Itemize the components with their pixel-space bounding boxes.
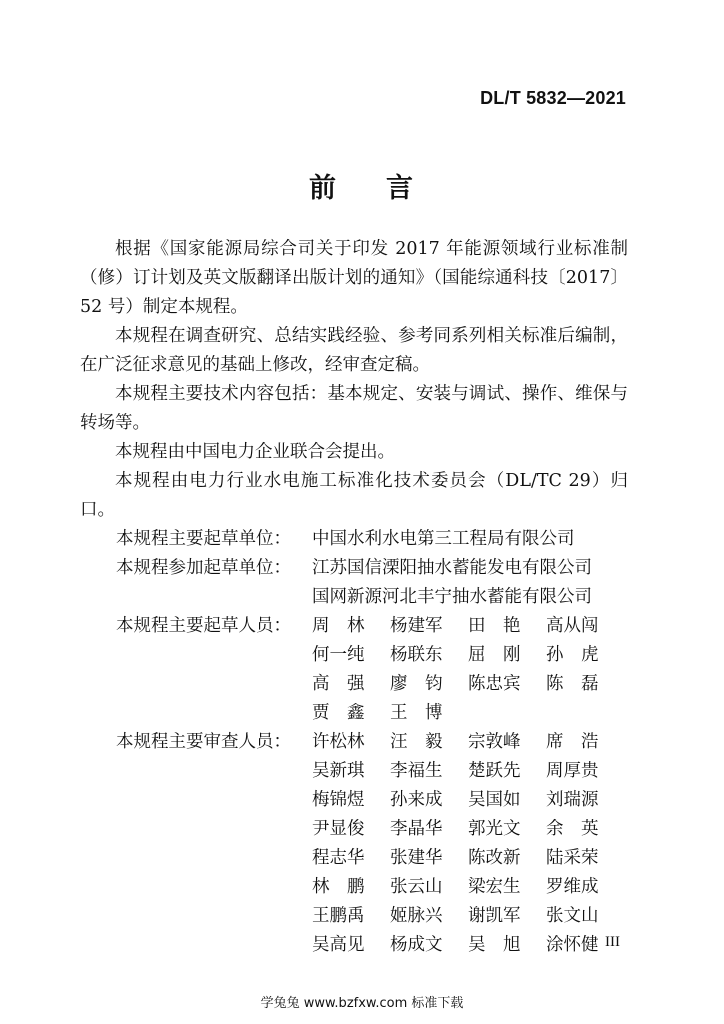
unit-name: 中国水利水电第三工程局有限公司 — [312, 529, 575, 549]
person-name: 周厚贵 — [546, 761, 599, 781]
unit-name: 国网新源河北丰宁抽水蓄能有限公司 — [312, 587, 592, 607]
reviewer-names — [312, 728, 628, 960]
main-drafting-units — [80, 525, 628, 554]
person-name: 吴国如 — [468, 790, 521, 810]
person-name: 陈忠宾 — [468, 674, 521, 694]
person-name: 杨成文 — [390, 935, 443, 955]
unit-name: 江苏国信溧阳抽水蓄能发电有限公司 — [312, 558, 592, 578]
title-part-2: 言 — [386, 173, 415, 204]
person-name: 陆采荣 — [546, 848, 599, 868]
person-name: 陈改新 — [468, 848, 521, 868]
person-name: 杨联东 — [390, 645, 443, 665]
person-name: 吴高见 — [312, 935, 365, 955]
person-name: 席 浩 — [546, 732, 599, 752]
person-name: 郭光文 — [468, 819, 521, 839]
person-name: 田 艳 — [468, 616, 521, 636]
person-name: 张建华 — [390, 848, 443, 868]
person-name: 汪 毅 — [390, 732, 443, 752]
person-name: 李福生 — [390, 761, 443, 781]
drafter-names — [312, 612, 628, 728]
person-name: 吴新琪 — [312, 761, 365, 781]
person-name: 张云山 — [390, 877, 443, 897]
person-name: 许松林 — [312, 732, 365, 752]
paragraph-compilation: 本规程在调查研究、总结实践经验、参考同系列相关标准后编制，在广泛征求意见的基础上修改，经审查定稿。 — [80, 326, 628, 375]
person-name: 何一纯 — [312, 645, 365, 665]
person-name: 尹显俊 — [312, 819, 365, 839]
page-title — [0, 166, 724, 205]
person-name: 罗维成 — [546, 877, 599, 897]
role-label: 本规程主要审查人员： — [116, 732, 291, 752]
person-name: 宗敦峰 — [468, 732, 521, 752]
person-name: 孙 虎 — [546, 645, 599, 665]
person-name: 陈 磊 — [546, 674, 599, 694]
person-name: 梅锦煜 — [312, 790, 365, 810]
person-name: 屈 刚 — [468, 645, 521, 665]
paragraph-proposer: 本规程由中国电力企业联合会提出。 — [115, 442, 395, 462]
person-name: 周 林 — [312, 616, 365, 636]
role-label: 本规程参加起草单位： — [116, 558, 291, 578]
role-values — [312, 525, 628, 554]
person-name: 廖 钧 — [390, 674, 443, 694]
person-name: 谢凯军 — [468, 906, 521, 926]
person-name: 林 鹏 — [312, 877, 365, 897]
paragraph-basis: 根据《国家能源局综合司关于印发 2017 年能源领域行业标准制（修）订计划及英文版翻译出版计划的通知》（国能综通科技〔2017〕52 号）制定本规程。 — [80, 239, 628, 317]
person-name: 高从闯 — [546, 616, 599, 636]
person-name: 张文山 — [546, 906, 599, 926]
title-part-1: 前 — [309, 173, 338, 204]
person-name: 孙来成 — [390, 790, 443, 810]
person-name: 王鹏禹 — [312, 906, 365, 926]
person-name: 刘瑞源 — [546, 790, 599, 810]
person-name: 楚跃先 — [468, 761, 521, 781]
person-name: 贾 鑫 — [312, 703, 365, 723]
roles-section — [80, 525, 628, 960]
role-label: 本规程主要起草人员： — [116, 616, 291, 636]
page-number: III — [605, 934, 620, 950]
watermark-footer: 学兔兔 www.bzfxw.com 标准下载 — [260, 996, 464, 1011]
person-name: 吴 旭 — [468, 935, 521, 955]
paragraph-administrator: 本规程由电力行业水电施工标准化技术委员会（DL/TC 29）归口。 — [80, 471, 628, 520]
person-name: 涂怀健 — [546, 935, 599, 955]
person-name: 李晶华 — [390, 819, 443, 839]
person-name: 程志华 — [312, 848, 365, 868]
person-name: 高 强 — [312, 674, 365, 694]
person-name: 梁宏生 — [468, 877, 521, 897]
preface-body — [80, 235, 628, 960]
role-label: 本规程主要起草单位： — [116, 529, 291, 549]
standard-code: DL/T 5832—2021 — [480, 88, 626, 108]
person-name: 姬脉兴 — [390, 906, 443, 926]
person-name: 余 英 — [546, 819, 599, 839]
role-values — [312, 554, 628, 612]
main-drafters — [80, 612, 628, 728]
participating-units — [80, 554, 628, 612]
person-name: 王 博 — [390, 703, 443, 723]
person-name: 杨建军 — [390, 616, 443, 636]
main-reviewers — [80, 728, 628, 960]
paragraph-contents: 本规程主要技术内容包括：基本规定、安装与调试、操作、维保与转场等。 — [80, 384, 628, 433]
